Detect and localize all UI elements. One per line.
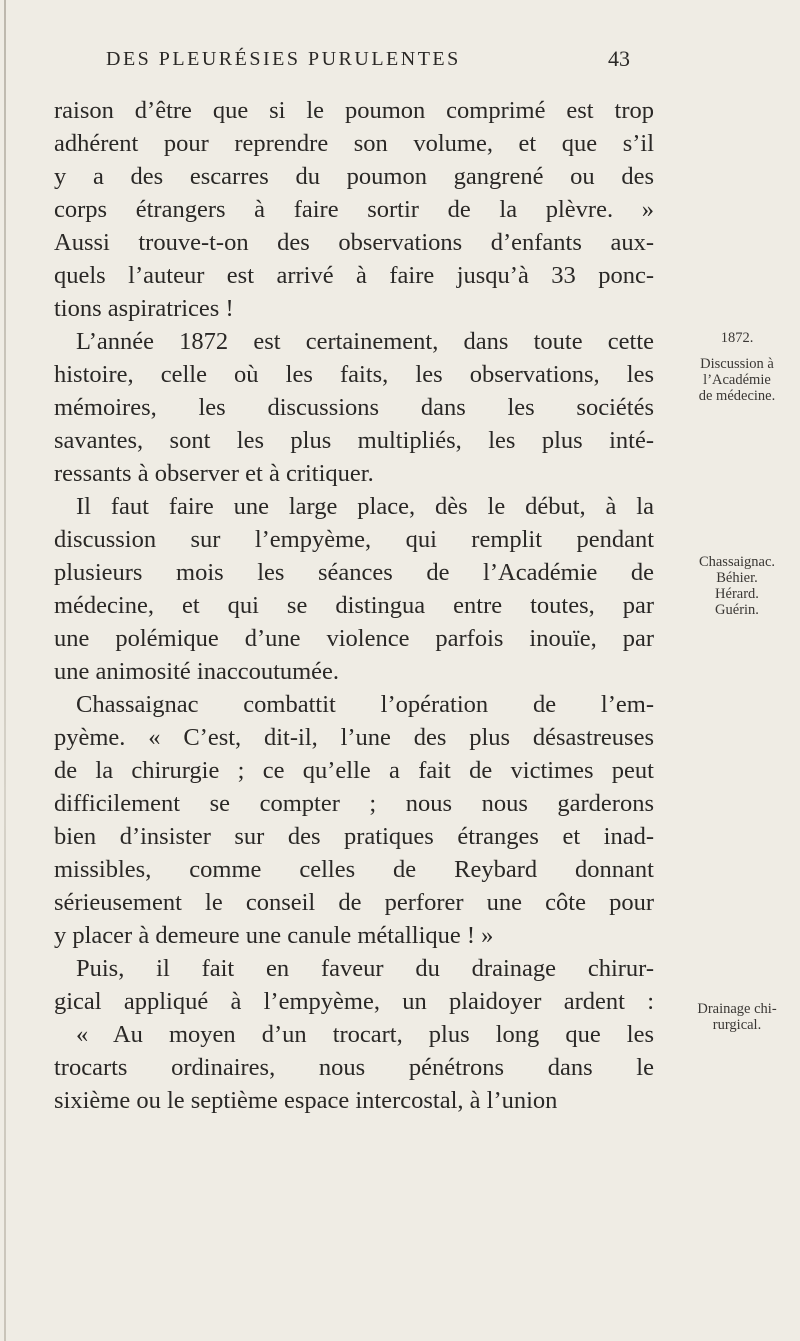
text-line: y a des escarres du poumon gangrené ou des xyxy=(54,163,654,190)
text-line: ressants à observer et à critiquer. xyxy=(54,460,374,487)
margin-note-line: l’Académie xyxy=(703,372,771,388)
text-line: trocarts ordinaires, nous pénétrons dans le xyxy=(54,1054,654,1081)
text-line: raison d’être que si le poumon comprimé est trop xyxy=(54,97,654,124)
text-line: savantes, sont les plus multipliés, les plus inté- xyxy=(54,427,654,454)
margin-note-1872 xyxy=(678,330,796,346)
text-line: missibles, comme celles de Reybard donnant xyxy=(54,856,654,883)
body-text xyxy=(54,94,654,1117)
margin-note-line: de médecine. xyxy=(698,388,776,404)
text-line: médecine, et qui se distingua entre toutes, par xyxy=(54,592,654,619)
text-line: tions aspiratrices ! xyxy=(54,295,234,322)
text-line: histoire, celle où les faits, les observations, les xyxy=(54,361,654,388)
page-edge-shadow xyxy=(4,0,6,1341)
text-line: une polémique d’une violence parfois inouïe, par xyxy=(54,625,654,652)
text-line: plusieurs mois les séances de l’Académie de xyxy=(54,559,654,586)
text-line: bien d’insister sur des pratiques étranges et inad- xyxy=(54,823,654,850)
margin-note-line: Discussion à xyxy=(700,356,774,372)
text-line: gical appliqué à l’empyème, un plaidoyer ardent : xyxy=(54,988,654,1015)
margin-note-line: rurgical. xyxy=(712,1017,762,1033)
margin-note-line: Hérard. xyxy=(715,586,759,602)
page-number: 43 xyxy=(608,46,630,71)
margin-note-names xyxy=(678,554,796,618)
margin-note-discussion xyxy=(678,356,796,404)
margin-note-drainage xyxy=(678,1001,796,1033)
text-line: mémoires, les discussions dans les sociétés xyxy=(54,394,654,421)
text-line: L’année 1872 est certainement, dans toute cette xyxy=(76,328,654,355)
text-line: quels l’auteur est arrivé à faire jusqu’à 33 ponc- xyxy=(54,262,654,289)
text-line: y placer à demeure une canule métallique ! » xyxy=(54,922,494,949)
text-line: difficilement se compter ; nous nous garderons xyxy=(54,790,654,817)
text-line: de la chirurgie ; ce qu’elle a fait de victimes peut xyxy=(54,757,654,784)
text-line: sixième ou le septième espace intercostal, à l’union xyxy=(54,1087,558,1114)
text-line: Puis, il fait en faveur du drainage chirur- xyxy=(76,955,654,982)
text-line: une animosité inaccoutumée. xyxy=(54,658,340,685)
margin-note-line: Guérin. xyxy=(715,602,759,618)
text-line: corps étrangers à faire sortir de la plèvre. » xyxy=(54,196,654,223)
running-head: DES PLEURÉSIES PURULENTES xyxy=(106,48,461,70)
text-line: discussion sur l’empyème, qui remplit pendant xyxy=(54,526,654,553)
margin-note-line: Béhier. xyxy=(716,570,758,586)
margin-note-line: 1872. xyxy=(720,330,754,346)
margin-note-line: Drainage chi- xyxy=(697,1001,777,1017)
text-line: Chassaignac combattit l’opération de l’em- xyxy=(76,691,654,718)
margin-note-line: Chassaignac. xyxy=(698,554,776,570)
text-line: Aussi trouve-t-on des observations d’enfants aux- xyxy=(54,229,654,256)
text-line: pyème. « C’est, dit-il, l’une des plus désastreuses xyxy=(54,724,654,751)
text-line: sérieusement le conseil de perforer une côte pour xyxy=(54,889,654,916)
text-line: « Au moyen d’un trocart, plus long que les xyxy=(76,1021,654,1048)
text-line: adhérent pour reprendre son volume, et que s’il xyxy=(54,130,654,157)
text-line: Il faut faire une large place, dès le début, à la xyxy=(76,493,654,520)
